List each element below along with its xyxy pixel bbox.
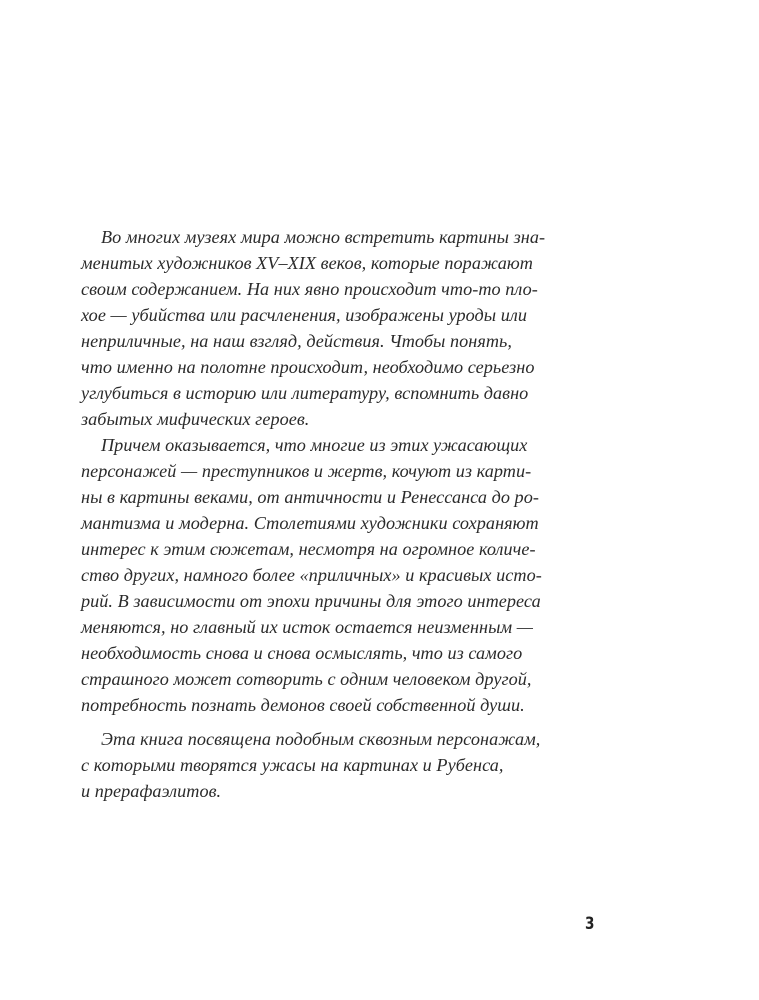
text-line: Во многих музеях мира можно встретить картины зна-	[101, 227, 546, 247]
text-line: с которыми творятся ужасы на картинах и Рубенса,	[81, 755, 504, 775]
text-line: страшного может сотворить с одним человеком другой,	[81, 669, 532, 689]
text-line: ны в картины веками, от античности и Ренессанса до ро-	[81, 487, 539, 507]
text-line: необходимость снова и снова осмыслять, что из самого	[81, 643, 523, 663]
text-line: углубиться в историю или литературу, вспомнить давно	[81, 383, 529, 403]
text-line: менитых художников XV–XIX веков, которые поражают	[81, 253, 533, 273]
text-line: мантизма и модерна. Столетиями художники сохраняют	[81, 513, 539, 533]
text-line: Эта книга посвящена подобным сквозным персонажам,	[101, 729, 541, 749]
text-line: Причем оказывается, что многие из этих ужасающих	[101, 435, 528, 455]
text-line: что именно на полотне происходит, необходимо серьезно	[81, 357, 535, 377]
text-line: персонажей — преступников и жертв, кочуют из карти-	[81, 461, 532, 481]
text-line: потребность познать демонов своей собственной души.	[81, 695, 525, 715]
text-line: ство других, намного более «приличных» и красивых исто-	[81, 565, 542, 585]
text-line: интерес к этим сюжетам, несмотря на огромное количе-	[81, 539, 536, 559]
page-number: 3	[585, 914, 595, 934]
text-line: хое — убийства или расчленения, изображены уроды или	[81, 305, 527, 325]
text-line: своим содержанием. На них явно происходит что-то пло-	[81, 279, 538, 299]
text-line: и прерафаэлитов.	[81, 781, 222, 801]
text-line: забытых мифических героев.	[81, 409, 310, 429]
text-line: меняются, но главный их исток остается неизменным —	[81, 617, 533, 637]
text-line: неприличные, на наш взгляд, действия. Чтобы понять,	[81, 331, 512, 351]
text-line: рий. В зависимости от эпохи причины для этого интереса	[81, 591, 541, 611]
